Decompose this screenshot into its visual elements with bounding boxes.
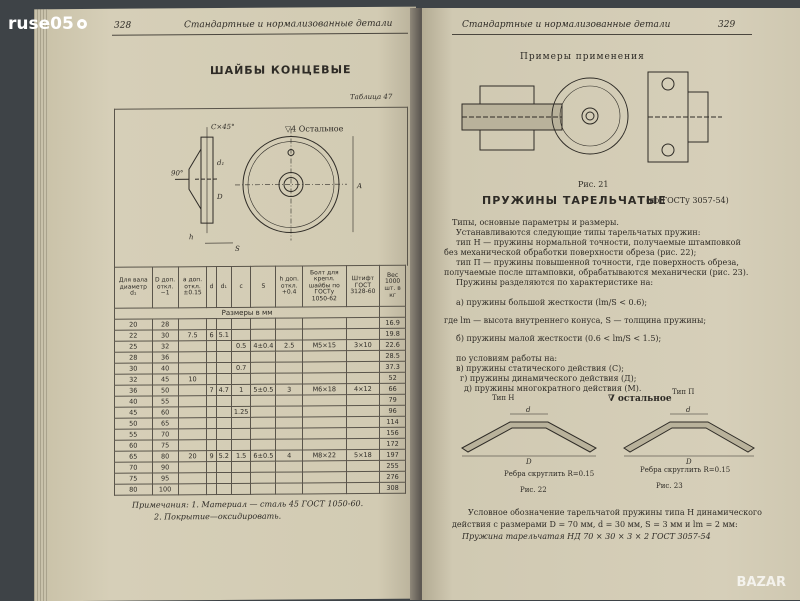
table-cell	[207, 440, 216, 451]
table-cell: 22.6	[380, 339, 406, 350]
table-cell	[251, 439, 276, 450]
brand-watermark: BAZAR	[737, 575, 786, 590]
table-cell: 32	[152, 341, 178, 352]
fig23-caption: Ребра скруглить R=0.15	[640, 466, 730, 474]
table-cell: 5×18	[346, 449, 380, 460]
svg-text:h: h	[189, 233, 194, 241]
table-cell	[178, 352, 207, 363]
washer-spec-table	[114, 265, 406, 496]
table-cell: 90	[152, 462, 178, 473]
type-h-label: Тип Н	[492, 394, 514, 402]
table-cell	[216, 362, 231, 373]
table-cell	[178, 484, 207, 495]
table-cell	[231, 428, 250, 439]
table-header-row	[115, 265, 406, 308]
text-line: Условное обозначение тарельчатой пружины типа Н динамического	[468, 508, 762, 518]
text-line: в) пружины статического действия (С);	[456, 364, 624, 374]
type-p-label: Тип П	[672, 388, 694, 396]
svg-text:d₁: d₁	[217, 159, 224, 167]
table-cell	[303, 483, 347, 494]
text-line: г) пружины динамического действия (Д);	[460, 374, 637, 384]
table-cell	[251, 362, 276, 373]
logo-ring-icon	[77, 19, 87, 29]
left-page	[34, 7, 416, 601]
table-cell	[346, 361, 380, 372]
table-cell	[346, 482, 380, 493]
table-cell: 28	[152, 319, 178, 330]
svg-text:S: S	[235, 245, 240, 253]
table-cell	[251, 351, 276, 362]
table-cell	[231, 395, 250, 406]
table-cell: 276	[380, 471, 406, 482]
table-cell	[276, 362, 303, 373]
table-cell	[346, 416, 380, 427]
table-cell	[178, 429, 207, 440]
table-cell	[251, 428, 276, 439]
table-cell: 70	[115, 462, 153, 473]
table-cell	[216, 395, 231, 406]
table-cell: 65	[115, 451, 153, 462]
svg-text:D: D	[685, 458, 692, 464]
text-line: действия с размерами D = 70 мм, d = 30 мм, S = 3 мм и lm = 2 мм:	[452, 520, 738, 530]
header-rule	[112, 33, 408, 36]
col-header: d₁	[216, 266, 231, 307]
table-cell	[251, 417, 276, 428]
table-cell	[251, 472, 276, 483]
table-cell: 55	[115, 429, 153, 440]
note-1: Примечания: 1. Материал — сталь 45 ГОСТ 1050-60.	[132, 499, 363, 510]
table-cell	[207, 319, 216, 330]
table-cell: 4×12	[346, 383, 380, 394]
table-row	[115, 482, 406, 495]
table-cell: 308	[380, 482, 406, 493]
table-cell	[216, 439, 231, 450]
examples-drawing	[452, 64, 762, 174]
table-cell	[207, 352, 216, 363]
table-cell: 4±0.4	[251, 340, 276, 351]
text-line: получаемые после штамповки, обрабатываются механически (рис. 23).	[444, 268, 748, 278]
fig22-label: Рис. 22	[520, 486, 547, 494]
table-cell: 5±0.5	[251, 384, 276, 395]
left-page-number: 328	[114, 21, 131, 31]
table-cell: 79	[380, 394, 406, 405]
table-cell	[276, 329, 303, 340]
right-page	[422, 8, 800, 600]
table-cell	[276, 373, 303, 384]
table-cell	[216, 417, 231, 428]
table-cell: 5.2	[216, 450, 231, 461]
table-cell: 1.5	[231, 450, 250, 461]
table-cell	[276, 395, 303, 406]
text-line: тип H — пружины нормальной точности, получаемые штамповкой	[456, 238, 741, 248]
table-cell: 40	[152, 363, 178, 374]
table-cell: 4.7	[216, 384, 231, 395]
right-title-gost: (по ГОСТу 3057-54)	[646, 196, 729, 206]
table-cell	[276, 417, 303, 428]
table-cell: 255	[380, 460, 406, 471]
table-cell	[303, 472, 347, 483]
table-cell	[207, 363, 216, 374]
table-cell: 55	[152, 396, 178, 407]
table-cell: 75	[152, 440, 178, 451]
table-cell: 75	[115, 473, 153, 484]
table-cell: 197	[380, 449, 406, 460]
table-cell	[346, 471, 380, 482]
table-cell	[303, 417, 347, 428]
table-cell: 28.5	[380, 350, 406, 361]
col-header: d	[207, 267, 216, 308]
table-cell	[216, 472, 231, 483]
table-cell: 70	[152, 429, 178, 440]
table-cell: 66	[380, 383, 406, 394]
table-cell: 96	[380, 405, 406, 416]
right-title: ПРУЖИНЫ ТАРЕЛЬЧАТЫЕ	[482, 194, 667, 207]
text-line: где lm — высота внутреннего конуса, S — толщина пружины;	[444, 316, 706, 326]
open-book	[22, 8, 800, 600]
text-line: без механической обработки поверхности обреза (рис. 22);	[444, 248, 696, 258]
table-cell: 36	[115, 385, 153, 396]
svg-text:d: d	[526, 406, 531, 414]
table-cell: 20	[115, 319, 153, 330]
table-cell	[303, 406, 347, 417]
table-cell	[178, 385, 207, 396]
table-cell	[216, 340, 231, 351]
table-cell	[231, 461, 250, 472]
rest-label: ∇ остальное	[608, 394, 672, 405]
header-rule	[452, 34, 752, 35]
table-cell	[276, 439, 303, 450]
table-cell: 0.7	[231, 362, 250, 373]
svg-text:d: d	[686, 406, 691, 414]
table-cell: 37.3	[380, 361, 406, 372]
table-cell	[178, 418, 207, 429]
table-cell	[231, 329, 250, 340]
table-cell	[276, 406, 303, 417]
table-cell	[251, 483, 276, 494]
table-cell	[303, 318, 347, 329]
table-cell	[276, 461, 303, 472]
svg-text:C×45°: C×45°	[211, 123, 235, 131]
table-cell	[178, 440, 207, 451]
table-cell: 4	[276, 450, 303, 461]
table-cell: M5×15	[303, 340, 347, 351]
table-cell	[276, 472, 303, 483]
page-edge	[34, 9, 48, 601]
table-cell	[231, 373, 250, 384]
table-cell: 2.5	[276, 340, 303, 351]
fig22-caption: Ребра скруглить R=0.15	[504, 470, 594, 478]
svg-text:D: D	[216, 193, 223, 201]
table-cell	[303, 373, 347, 384]
text-line: Пружины разделяются по характеристике на:	[456, 278, 653, 288]
svg-text:90°: 90°	[171, 169, 183, 177]
table-cell	[303, 395, 347, 406]
table-cell	[251, 406, 276, 417]
drawing-note: ▽4 Остальное	[285, 124, 343, 134]
table-cell	[216, 373, 231, 384]
table-cell: 50	[152, 385, 178, 396]
table-cell	[216, 318, 231, 329]
site-name: ruse05	[8, 14, 74, 34]
table-cell	[207, 396, 216, 407]
table-cell: 1	[231, 384, 250, 395]
examples-title: Примеры применения	[520, 52, 645, 63]
table-cell: M6×18	[303, 384, 347, 395]
table-cell: 172	[380, 438, 406, 449]
table-cell: 95	[152, 473, 178, 484]
table-cell	[303, 329, 347, 340]
svg-text:D: D	[525, 458, 532, 464]
table-cell	[346, 427, 380, 438]
text-line: Типы, основные параметры и размеры.	[452, 218, 619, 228]
table-cell: 16.9	[380, 317, 406, 328]
table-cell: M8×22	[303, 450, 347, 461]
right-page-number: 329	[718, 20, 735, 30]
table-cell	[207, 462, 216, 473]
table-cell	[276, 428, 303, 439]
table-cell	[251, 395, 276, 406]
table-cell: 22	[115, 330, 153, 341]
table-cell: 36	[152, 352, 178, 363]
table-cell: 19.8	[380, 328, 406, 339]
fig23-label: Рис. 23	[656, 482, 683, 490]
note-2: 2. Покрытие—оксидировать.	[154, 512, 281, 522]
table-cell: 3	[276, 384, 303, 395]
table-cell	[207, 374, 216, 385]
table-cell: 114	[380, 416, 406, 427]
col-header: h доп. откл. +0.4	[276, 266, 303, 307]
col-header: Болт для крепл. шайбы по ГОСТу 1050-62	[303, 266, 347, 307]
table-cell	[346, 394, 380, 405]
drawing-frame	[114, 107, 408, 268]
table-cell	[207, 341, 216, 352]
table-cell	[216, 406, 231, 417]
table-cell: 50	[115, 418, 153, 429]
table-cell	[207, 407, 216, 418]
table-cell	[207, 418, 216, 429]
fig21-label: Рис. 21	[578, 180, 608, 190]
col-header: a доп. откл. ±0.15	[178, 267, 207, 308]
table-cell	[346, 438, 380, 449]
table-cell	[346, 317, 380, 328]
table-cell: 10	[178, 374, 207, 385]
table-cell: 1.25	[231, 406, 250, 417]
table-cell: 30	[152, 330, 178, 341]
table-cell: 20	[178, 451, 207, 462]
table-cell	[178, 363, 207, 374]
table-cell: 5.1	[216, 329, 231, 340]
table-cell: 52	[380, 372, 406, 383]
table-cell	[216, 483, 231, 494]
table-cell: 30	[115, 363, 153, 374]
table-cell: 7.5	[178, 330, 207, 341]
table-cell: 40	[115, 396, 153, 407]
table-cell	[303, 439, 347, 450]
table-cell: 7	[207, 385, 216, 396]
col-header: Для вала диаметр d₁	[115, 267, 153, 308]
table-cell	[178, 319, 207, 330]
table-cell	[231, 351, 250, 362]
table-cell	[251, 329, 276, 340]
table-cell	[207, 484, 216, 495]
table-cell	[207, 473, 216, 484]
table-cell	[346, 372, 380, 383]
table-cell	[231, 318, 250, 329]
table-label: Таблица 47	[350, 93, 392, 102]
table-cell: 9	[207, 451, 216, 462]
right-running-head: Стандартные и нормализованные детали	[462, 20, 670, 30]
table-cell: 45	[152, 374, 178, 385]
col-header: S	[251, 266, 276, 307]
table-cell	[251, 461, 276, 472]
table-cell	[346, 328, 380, 339]
table-cell	[303, 351, 347, 362]
table-cell: 45	[115, 407, 153, 418]
table-cell: 60	[152, 407, 178, 418]
table-cell	[207, 429, 216, 440]
table-cell: 6±0.5	[251, 450, 276, 461]
col-header: D доп. откл. −1	[152, 267, 178, 308]
table-cell: 32	[115, 374, 153, 385]
table-cell	[216, 351, 231, 362]
table-cell	[231, 417, 250, 428]
table-cell: 65	[152, 418, 178, 429]
table-cell: 80	[152, 451, 178, 462]
table-cell	[346, 350, 380, 361]
col-header: Вес 1000 шт. в кг	[380, 265, 406, 306]
table-body	[115, 317, 406, 495]
table-cell	[276, 483, 303, 494]
table-cell: 80	[115, 484, 153, 495]
text-line: Устанавливаются следующие типы тарельчатых пружин:	[456, 228, 700, 238]
table-cell	[178, 473, 207, 484]
table-cell	[231, 439, 250, 450]
table-cell: 6	[207, 330, 216, 341]
table-cell	[303, 362, 347, 373]
table-cell	[303, 428, 347, 439]
table-cell	[178, 341, 207, 352]
table-cell	[251, 373, 276, 384]
table-cell: 0.5	[231, 340, 250, 351]
left-title: ШАЙБЫ КОНЦЕВЫЕ	[210, 63, 351, 77]
text-line: д) пружины многократного действия (М).	[464, 384, 641, 394]
table-cell	[303, 461, 347, 472]
table-cell	[276, 318, 303, 329]
site-logo	[8, 14, 87, 34]
table-cell: 60	[115, 440, 153, 451]
col-header: c	[231, 266, 250, 307]
text-line: Пружина тарельчатая НД 70 × 30 × 3 × 2 ГОСТ 3057-54	[462, 532, 711, 542]
table-cell	[216, 428, 231, 439]
table-cell	[276, 351, 303, 362]
table-cell	[216, 461, 231, 472]
table-cell	[231, 472, 250, 483]
text-line: б) пружины малой жесткости (0.6 < lm/S < 1.5);	[456, 334, 661, 344]
table-cell	[346, 405, 380, 416]
table-cell: 28	[115, 352, 153, 363]
table-cell	[178, 462, 207, 473]
text-line: по условиям работы на:	[456, 354, 557, 364]
left-running-head: Стандартные и нормализованные детали	[184, 19, 392, 30]
springs-drawing	[452, 404, 762, 464]
units-label: Размеры в мм	[115, 306, 380, 319]
table-cell	[178, 396, 207, 407]
table-cell: 156	[380, 427, 406, 438]
table-cell: 25	[115, 341, 153, 352]
text-line: а) пружины большой жесткости (lm/S < 0.6);	[456, 298, 647, 308]
table-cell	[178, 407, 207, 418]
svg-text:A: A	[356, 182, 362, 190]
table-cell: 100	[152, 484, 178, 495]
table-cell: 3×10	[346, 339, 380, 350]
table-cell	[251, 318, 276, 329]
table-cell	[231, 483, 250, 494]
table-cell	[346, 460, 380, 471]
washer-drawing	[115, 108, 407, 268]
text-line: тип П — пружины повышенной точности, где поверхность обреза,	[456, 258, 739, 268]
col-header: Штифт ГОСТ 3128-60	[346, 265, 380, 306]
